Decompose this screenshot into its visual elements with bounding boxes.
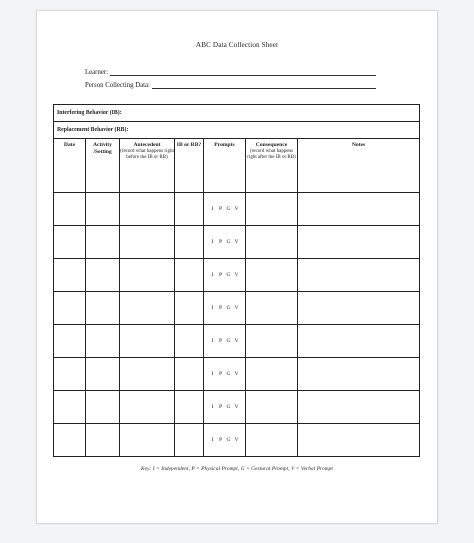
table-cell[interactable] bbox=[120, 226, 175, 259]
table-cell[interactable] bbox=[54, 391, 86, 424]
collector-label: Person Collecting Data: bbox=[85, 82, 150, 89]
table-cell[interactable] bbox=[298, 358, 420, 391]
column-header-ib-rb bbox=[175, 139, 204, 193]
prompt-option[interactable]: G bbox=[226, 371, 231, 377]
table-cell[interactable] bbox=[175, 358, 204, 391]
prompt-option[interactable]: V bbox=[234, 371, 239, 377]
table-body bbox=[54, 193, 420, 457]
table-cell[interactable] bbox=[298, 259, 420, 292]
table-row bbox=[54, 259, 420, 292]
table-cell[interactable] bbox=[298, 193, 420, 226]
prompt-option[interactable]: V bbox=[234, 239, 239, 245]
prompt-option[interactable]: P bbox=[218, 437, 223, 443]
table-cell[interactable] bbox=[86, 391, 120, 424]
table-cell[interactable] bbox=[175, 424, 204, 457]
table-cell[interactable] bbox=[175, 193, 204, 226]
prompt-option[interactable]: G bbox=[226, 206, 231, 212]
prompt-option[interactable]: P bbox=[218, 206, 223, 212]
prompt-cell[interactable] bbox=[204, 424, 246, 457]
prompt-option[interactable]: I bbox=[211, 239, 214, 245]
table-cell[interactable] bbox=[54, 226, 86, 259]
table-cell[interactable] bbox=[120, 325, 175, 358]
table-cell[interactable] bbox=[86, 325, 120, 358]
table-row bbox=[54, 193, 420, 226]
prompt-option[interactable]: G bbox=[226, 404, 231, 410]
prompt-option[interactable]: V bbox=[234, 437, 239, 443]
prompt-option[interactable]: P bbox=[218, 404, 223, 410]
column-header-label: Date bbox=[63, 142, 76, 148]
table-cell[interactable] bbox=[246, 292, 298, 325]
table-cell[interactable] bbox=[246, 259, 298, 292]
prompt-option[interactable]: I bbox=[211, 206, 214, 212]
table-cell[interactable] bbox=[298, 325, 420, 358]
table-cell[interactable] bbox=[54, 193, 86, 226]
column-header-prompts bbox=[204, 139, 246, 193]
table-row bbox=[54, 424, 420, 457]
prompt-option[interactable]: I bbox=[211, 437, 214, 443]
prompt-cell[interactable] bbox=[204, 391, 246, 424]
column-header-label: Prompts bbox=[214, 142, 235, 148]
table-cell[interactable] bbox=[120, 292, 175, 325]
table-cell[interactable] bbox=[120, 391, 175, 424]
replacement-behavior-cell[interactable]: Replacement Behavior (RB): bbox=[54, 122, 420, 139]
table-row bbox=[54, 292, 420, 325]
table-row bbox=[54, 325, 420, 358]
collector-input-line[interactable] bbox=[152, 81, 376, 89]
table-cell[interactable] bbox=[246, 193, 298, 226]
prompt-cell[interactable] bbox=[204, 193, 246, 226]
prompt-option[interactable]: V bbox=[234, 206, 239, 212]
prompt-cell[interactable] bbox=[204, 259, 246, 292]
prompt-option[interactable]: I bbox=[211, 371, 214, 377]
interfering-behavior-cell[interactable]: Interfering Behavior (IB): bbox=[54, 105, 420, 122]
column-header-activity bbox=[86, 139, 120, 193]
table-cell[interactable] bbox=[298, 391, 420, 424]
table-cell[interactable] bbox=[86, 292, 120, 325]
prompt-cell[interactable] bbox=[204, 358, 246, 391]
table-cell[interactable] bbox=[86, 226, 120, 259]
prompt-option[interactable]: G bbox=[226, 239, 231, 245]
table-cell[interactable] bbox=[54, 424, 86, 457]
prompt-option[interactable]: V bbox=[234, 272, 239, 278]
table-cell[interactable] bbox=[298, 292, 420, 325]
column-header-label: Activity /Setting bbox=[93, 142, 112, 155]
column-header-label: IB or RB? bbox=[176, 142, 202, 148]
column-header-label: Antecedent bbox=[133, 142, 161, 148]
table-cell[interactable] bbox=[54, 325, 86, 358]
prompt-option[interactable]: I bbox=[211, 305, 214, 311]
column-header-note: (record what happens right before the IB or RB) bbox=[120, 149, 174, 160]
table-cell[interactable] bbox=[175, 325, 204, 358]
table-cell[interactable] bbox=[86, 193, 120, 226]
table-cell[interactable] bbox=[175, 259, 204, 292]
table-cell[interactable] bbox=[246, 424, 298, 457]
table-cell[interactable] bbox=[246, 325, 298, 358]
table-cell[interactable] bbox=[175, 292, 204, 325]
table-cell[interactable] bbox=[120, 358, 175, 391]
prompt-option[interactable]: I bbox=[211, 272, 214, 278]
learner-input-line[interactable] bbox=[110, 68, 376, 76]
prompt-cell[interactable] bbox=[204, 226, 246, 259]
table-cell[interactable] bbox=[54, 292, 86, 325]
table-cell[interactable] bbox=[246, 226, 298, 259]
learner-label: Learner: bbox=[85, 69, 109, 76]
prompt-cell[interactable] bbox=[204, 325, 246, 358]
data-sheet-page bbox=[36, 10, 438, 524]
prompt-option[interactable]: I bbox=[211, 338, 214, 344]
table-cell[interactable] bbox=[298, 226, 420, 259]
table-row bbox=[54, 391, 420, 424]
column-header-antecedent bbox=[120, 139, 175, 193]
table-cell[interactable] bbox=[120, 193, 175, 226]
collector-field bbox=[85, 81, 376, 89]
prompt-option[interactable]: V bbox=[234, 338, 239, 344]
prompt-option[interactable]: P bbox=[218, 272, 223, 278]
table-cell[interactable] bbox=[86, 424, 120, 457]
prompt-option[interactable]: V bbox=[234, 305, 239, 311]
prompt-option[interactable]: P bbox=[218, 239, 223, 245]
prompt-option[interactable]: G bbox=[226, 272, 231, 278]
table-cell[interactable] bbox=[246, 391, 298, 424]
prompt-option[interactable]: G bbox=[226, 338, 231, 344]
prompt-option[interactable]: P bbox=[218, 371, 223, 377]
column-header-notes bbox=[298, 139, 420, 193]
prompt-option[interactable]: I bbox=[211, 404, 214, 410]
sheet-title: ABC Data Collection Sheet bbox=[195, 41, 279, 49]
column-header-consequence bbox=[246, 139, 298, 193]
column-header-date bbox=[54, 139, 86, 193]
table-cell[interactable] bbox=[86, 259, 120, 292]
table-row bbox=[54, 358, 420, 391]
table-cell[interactable] bbox=[298, 424, 420, 457]
prompt-cell[interactable] bbox=[204, 292, 246, 325]
abc-table bbox=[53, 104, 420, 457]
table-cell[interactable] bbox=[54, 358, 86, 391]
prompt-option[interactable]: V bbox=[234, 404, 239, 410]
column-header-label: Consequence bbox=[255, 142, 288, 148]
column-header-label: Notes bbox=[351, 142, 366, 148]
prompt-option[interactable]: P bbox=[218, 305, 223, 311]
table-cell[interactable] bbox=[175, 226, 204, 259]
table-cell[interactable] bbox=[120, 424, 175, 457]
table-cell[interactable] bbox=[120, 259, 175, 292]
table-cell[interactable] bbox=[175, 391, 204, 424]
prompt-option[interactable]: P bbox=[218, 338, 223, 344]
table-cell[interactable] bbox=[246, 358, 298, 391]
learner-field bbox=[85, 68, 376, 76]
table-row bbox=[54, 226, 420, 259]
column-header-note: (record what happens right after the IB or RB) bbox=[247, 149, 296, 160]
table-cell[interactable] bbox=[86, 358, 120, 391]
prompt-option[interactable]: G bbox=[226, 305, 231, 311]
prompt-key: Key: I = Independent, P = Physical Prompt, G = Gestural Prompt, V = Verbal Prompt bbox=[141, 466, 333, 472]
table-cell[interactable] bbox=[54, 259, 86, 292]
prompt-option[interactable]: G bbox=[226, 437, 231, 443]
